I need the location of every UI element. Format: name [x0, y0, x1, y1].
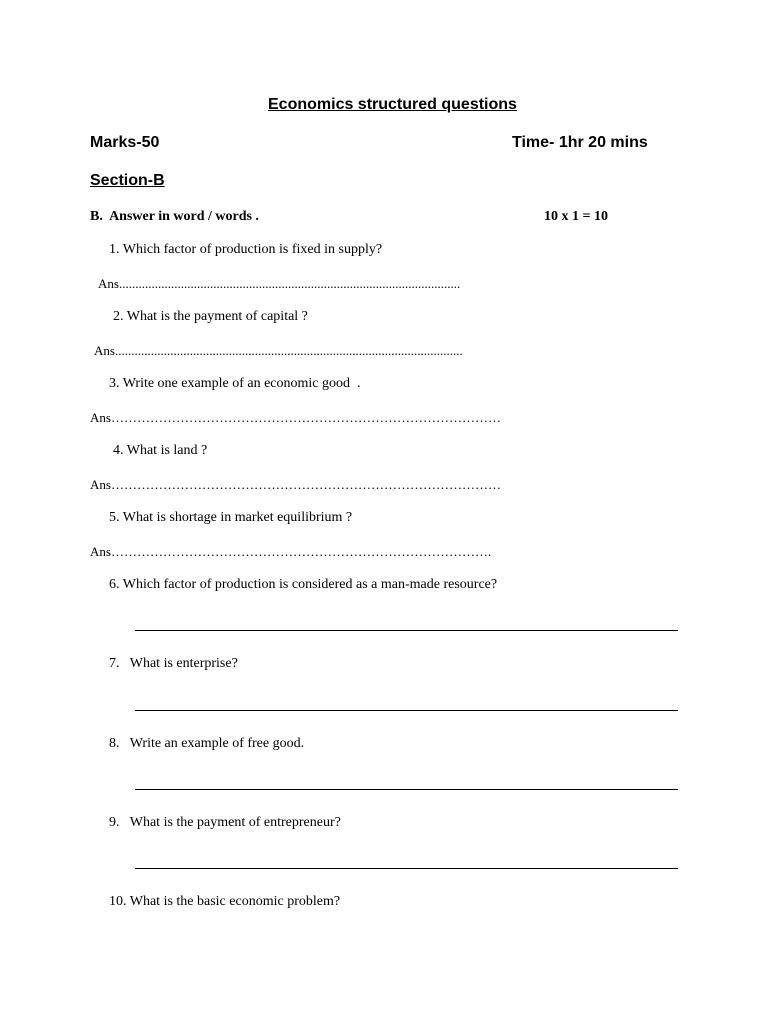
question-7: 7. What is enterprise? [109, 656, 238, 671]
question-1: 1. Which factor of production is fixed in supply? [109, 242, 383, 257]
answer-rule-6 [135, 630, 678, 631]
question-9: 9. What is the payment of entrepreneur? [109, 815, 341, 830]
document-title: Economics structured questions [268, 96, 517, 113]
score-text: 10 x 1 = 10 [544, 209, 608, 224]
answer-rule-8 [135, 789, 678, 790]
answer-line-4: Ans……………………………………………………………………………… [90, 477, 501, 492]
section-heading: Section-B [90, 172, 165, 189]
time-label: Time- 1hr 20 mins [512, 134, 648, 151]
question-2: 2. What is the payment of capital ? [113, 309, 308, 324]
question-8: 8. Write an example of free good. [109, 736, 305, 751]
instruction-text: B. Answer in word / words . [90, 209, 259, 224]
question-10: 10. What is the basic economic problem? [109, 894, 341, 909]
answer-rule-7 [135, 710, 678, 711]
answer-line-2: Ans........................................................................................................... [94, 343, 463, 358]
answer-line-1: Ans......................................................................................................... [98, 276, 461, 291]
answer-line-5: Ans……………………………………………………………………………. [90, 544, 492, 559]
answer-line-3: Ans……………………………………………………………………………… [90, 410, 501, 425]
question-6: 6. Which factor of production is considered as a man-made resource? [109, 577, 498, 592]
question-4: 4. What is land ? [113, 443, 208, 458]
marks-label: Marks-50 [90, 134, 160, 151]
question-3: 3. Write one example of an economic good . [109, 376, 361, 391]
question-5: 5. What is shortage in market equilibrium ? [109, 510, 353, 525]
answer-rule-9 [135, 868, 678, 869]
